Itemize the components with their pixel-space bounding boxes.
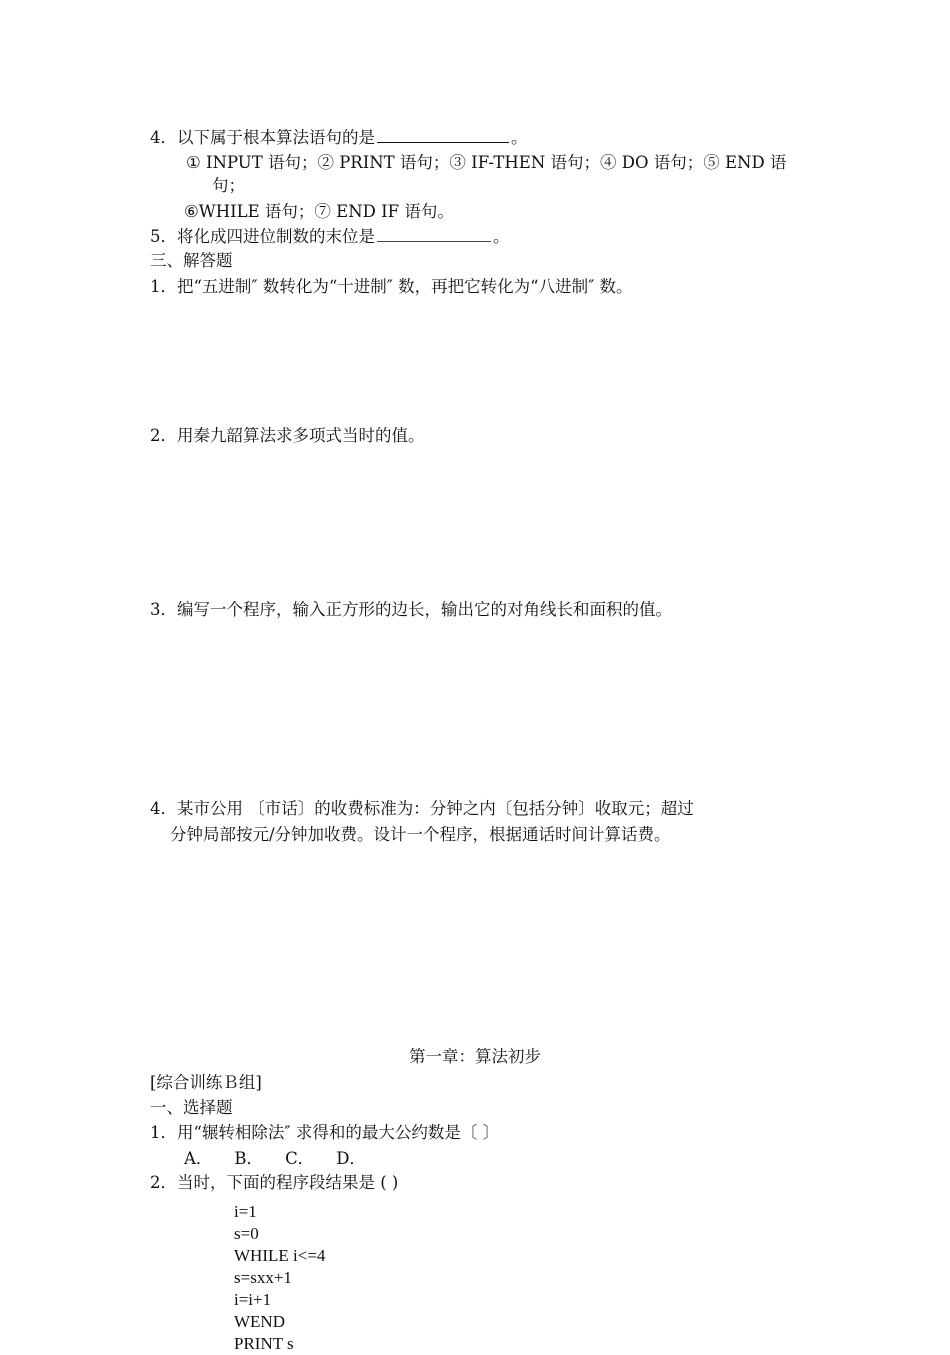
code-line: WHILE i<=4: [234, 1246, 326, 1265]
training-group-label: [综合训练Ｂ组]: [150, 1073, 262, 1092]
option-d: D．: [336, 1149, 366, 1168]
choice-question-1: 1．用“辗转相除法″ 求得和的最大公约数是〔 〕: [150, 1123, 500, 1142]
code-line: i=1: [234, 1202, 257, 1221]
choice-question-1-options: [184, 1148, 388, 1170]
code-line: s=sxx+1: [234, 1268, 292, 1287]
question-4: [150, 127, 528, 149]
code-line: s=0: [234, 1224, 259, 1243]
question-4-options-line1: ① INPUT 语句；② PRINT 语句；③ IF-THEN 语句；④ DO 语句；⑤ END 语: [186, 153, 787, 172]
answer-question-1: 1．把“五进制″ 数转化为“十进制″ 数，再把它转化为“八进制″ 数。: [150, 277, 633, 296]
answer-question-2: 2．用秦九韶算法求多项式当时的值。: [150, 426, 425, 445]
question-4-options-wrap: 句；: [212, 176, 245, 195]
section-heading: 一、选择题: [150, 1098, 233, 1117]
code-line: i=i+1: [234, 1290, 272, 1309]
chapter-title: 第一章：算法初步: [409, 1047, 541, 1066]
option-a: A．: [184, 1149, 213, 1168]
option-c: C．: [285, 1149, 315, 1168]
answer-blank: [377, 127, 509, 143]
question-4-suffix: 。: [511, 128, 528, 147]
answer-blank: [377, 226, 491, 242]
question-4-options-line2: ⑥WHILE 语句；⑦ END IF 语句。: [184, 202, 454, 221]
code-line: WEND: [234, 1312, 285, 1331]
answer-question-3: 3．编写一个程序，输入正方形的边长，输出它的对角线长和面积的值。: [150, 600, 672, 619]
option-b: B．: [234, 1149, 264, 1168]
question-5-suffix: 。: [493, 227, 510, 246]
question-5-text: 5．将化成四进位制数的末位是: [150, 227, 375, 246]
answer-question-4-line1: 4．某市公用 〔市话〕的收费标准为：分钟之内〔包括分钟〕收取元；超过: [150, 799, 694, 818]
question-5: [150, 226, 510, 248]
question-4-text: 4．以下属于根本算法语句的是: [150, 128, 375, 147]
choice-question-2: 2．当时，下面的程序段结果是 ( ): [150, 1173, 399, 1192]
section-heading: 三、解答题: [150, 251, 233, 270]
code-line: PRINT s: [234, 1334, 294, 1353]
answer-question-4-line2: 分钟局部按元/分钟加收费。设计一个程序，根据通话时间计算话费。: [170, 825, 671, 844]
